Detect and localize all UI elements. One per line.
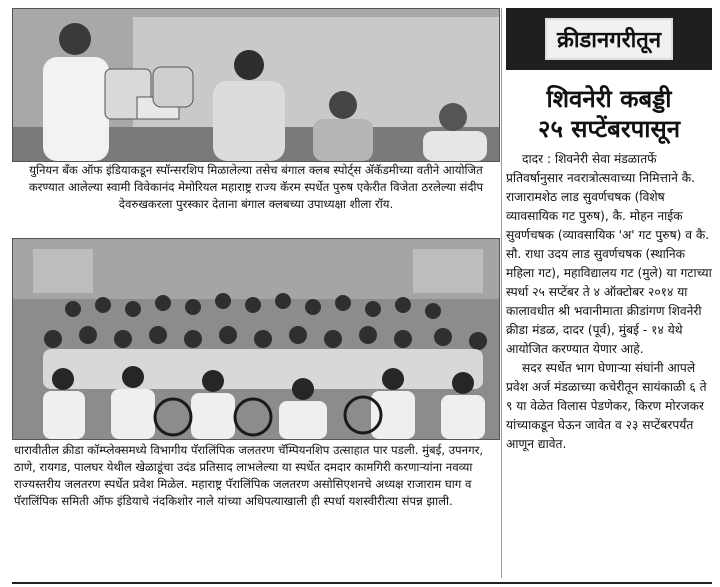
column-divider xyxy=(501,8,502,578)
award-ceremony-photo xyxy=(12,8,500,162)
paralympic-photo-caption: धारावीतील क्रीडा कॉम्प्लेक्समध्ये विभागीय पॅरालिंपिक जलतरण चॅम्पियनशिप उत्साहात पार पडली. मुंबई, उपनगर, ठाणे, रायगड, पालघर येथील खेळाडूंचा उदंड प्रतिसाद लाभलेल्या या स्पर्धेत दमदार कामगिरी करणाऱ्यांना नवव्या राज्यस्तरीय जलतरण स्पर्धेत प्रवेश मिळेल. महाराष्ट्र पॅरालिंपिक जलतरण असोसिएशनचे अध्यक्ष राजाराम घाग व पॅरालिंपिक समिती ऑफ इंडियाचे नंदकिशोर नाले यांच्या अधिपत्याखाली ही स्पर्धा यशस्वीरीत्या संपन्न झाली. xyxy=(14,443,484,508)
award-ceremony-illustration xyxy=(13,9,499,161)
left-column xyxy=(12,8,498,578)
article-paragraph-1: दादर : शिवनेरी सेवा मंडळातर्फे प्रतिवर्षानुसार नवरात्रोत्सवाच्या निमित्ताने कै. राजारामशेठ लाड सुवर्णचषक (विशेष व्यावसायिक गट पुरुष), कै. मोहन नाईक सुवर्णचषक (व्यावसायिक 'अ' गट पुरुष) व कै. सौ. राधा उदय लाड सुवर्णचषक (स्थानिक महिला गट), महाविद्यालय गट (मुले) या गटाच्या स्पर्धा २५ सप्टेंबर ते ४ ऑक्टोबर २०१४ या कालावधीत श्री भवानीमाता क्रीडांगण शिवनेरी क्रीडा मंडळ, दादर (पूर्व), मुंबई - १४ येथे आयोजित करण्यात येणार आहे. xyxy=(506,152,712,356)
bottom-rule xyxy=(12,582,712,584)
article-body xyxy=(506,150,712,454)
section-banner xyxy=(506,8,712,70)
paralympic-group-photo xyxy=(12,238,500,440)
headline-line-1: शिवनेरी कबड्डी xyxy=(546,84,672,113)
group-photo-illustration xyxy=(13,239,499,439)
section-title: क्रीडानगरीतून xyxy=(545,18,673,60)
headline-line-2: २५ सप्टेंबरपासून xyxy=(537,114,681,143)
right-column xyxy=(506,8,712,578)
award-photo-caption: युनियन बँक ऑफ इंडियाकडून स्पॉन्सरशिप मिळालेल्या तसेच बंगाल क्लब स्पोर्ट्स ॲकॅडमीच्या वतीने आयोजित करण्यात आलेल्या स्वामी विवेकानंद मेमोरियल महाराष्ट्र राज्य कॅरम स्पर्धेत पुरुष एकेरीत विजेता ठरलेल्या संदीप देवरुखकरला पुरस्कार देताना बंगाल क्लबच्या उपाध्यक्षा शीला रॉय. xyxy=(28,163,484,211)
article-paragraph-2: सदर स्पर्धेत भाग घेणाऱ्या संघांनी आपले प्रवेश अर्ज मंडळाच्या कचेरीतून सायंकाळी ६ ते ९ या वेळेत विलास पेडणेकर, किरण मोरजकर यांच्याकडून घेऊन जावेत व २३ सप्टेंबरपर्यंत आणून द्यावेत. xyxy=(506,361,707,451)
article-headline xyxy=(506,84,712,144)
